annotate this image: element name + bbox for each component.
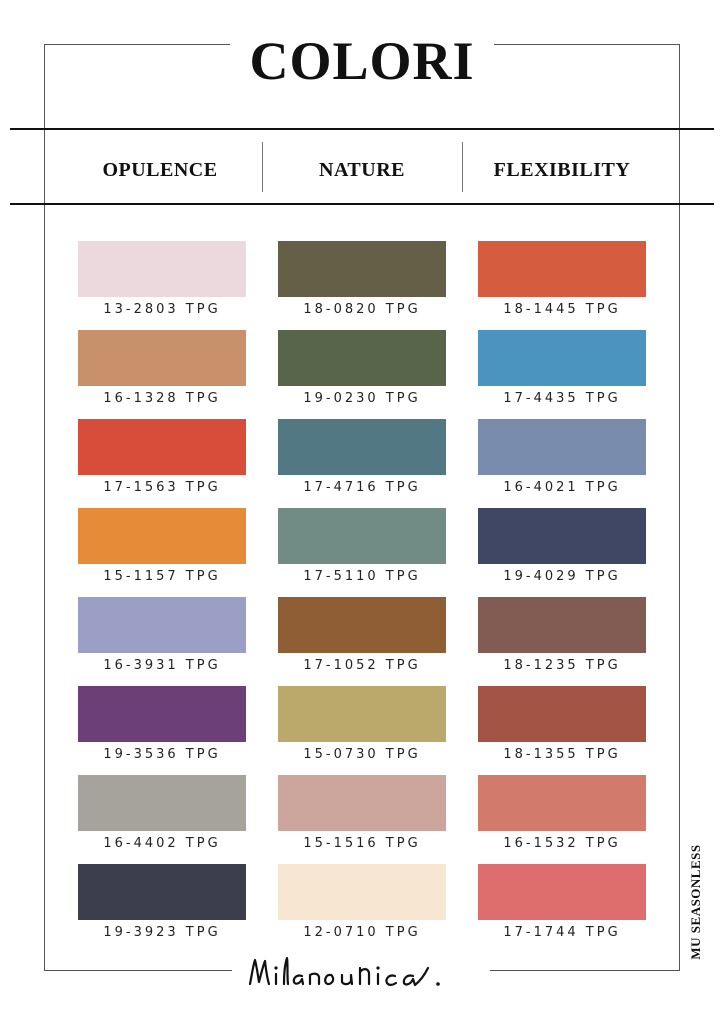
color-code: 19-3923 TPG	[103, 925, 221, 940]
column-heading-opulence: OPULENCE	[102, 159, 218, 181]
color-code: 16-4402 TPG	[103, 836, 221, 851]
color-code: 17-4716 TPG	[303, 480, 421, 495]
color-swatch	[478, 686, 646, 742]
color-code: 13-2803 TPG	[103, 302, 221, 317]
color-swatch	[78, 864, 246, 920]
color-code: 18-1445 TPG	[503, 302, 621, 317]
color-swatch	[78, 419, 246, 475]
color-code: 18-1235 TPG	[503, 658, 621, 673]
page-title: COLORI	[230, 28, 494, 94]
frame-left	[44, 44, 45, 971]
color-code: 16-4021 TPG	[503, 480, 621, 495]
color-code: 12-0710 TPG	[303, 925, 421, 940]
color-swatch	[78, 508, 246, 564]
color-code: 18-1355 TPG	[503, 747, 621, 762]
milanounica-logo	[232, 946, 490, 1000]
color-swatch	[278, 508, 446, 564]
logo-wordmark	[232, 946, 490, 1000]
color-code: 15-0730 TPG	[303, 747, 421, 762]
color-swatch	[278, 241, 446, 297]
color-code: 19-0230 TPG	[303, 391, 421, 406]
color-code: 19-3536 TPG	[103, 747, 221, 762]
color-swatch	[78, 241, 246, 297]
column-heading-nature: NATURE	[319, 159, 405, 181]
header-rule-top	[10, 128, 714, 130]
logo-period	[436, 982, 440, 986]
color-code: 16-1328 TPG	[103, 391, 221, 406]
color-code: 17-5110 TPG	[303, 569, 421, 584]
color-code: 17-1744 TPG	[503, 925, 621, 940]
color-swatch	[278, 597, 446, 653]
color-swatch	[278, 330, 446, 386]
color-swatch	[478, 330, 646, 386]
color-swatch	[278, 686, 446, 742]
color-code: 16-3931 TPG	[103, 658, 221, 673]
color-swatch	[78, 330, 246, 386]
logo-dot	[376, 966, 379, 969]
logo-dot	[274, 966, 277, 969]
color-code: 17-1563 TPG	[103, 480, 221, 495]
color-code: 18-0820 TPG	[303, 302, 421, 317]
color-swatch	[478, 597, 646, 653]
color-code: 19-4029 TPG	[503, 569, 621, 584]
color-code: 17-1052 TPG	[303, 658, 421, 673]
color-code: 15-1157 TPG	[103, 569, 221, 584]
color-swatch	[478, 419, 646, 475]
color-swatch	[478, 508, 646, 564]
color-code: 16-1532 TPG	[503, 836, 621, 851]
color-swatch	[78, 686, 246, 742]
color-swatch	[78, 775, 246, 831]
side-label-text: MU SEASONLESS	[688, 844, 703, 960]
header-rule-bottom	[10, 203, 714, 205]
column-heading-flexibility: FLEXIBILITY	[493, 159, 631, 181]
color-swatch	[78, 597, 246, 653]
color-swatch	[478, 241, 646, 297]
color-swatch	[478, 864, 646, 920]
color-swatch	[278, 419, 446, 475]
color-code: 17-4435 TPG	[503, 391, 621, 406]
color-swatch	[278, 775, 446, 831]
color-code: 15-1516 TPG	[303, 836, 421, 851]
color-swatch	[278, 864, 446, 920]
color-swatch	[478, 775, 646, 831]
frame-right	[679, 44, 680, 971]
side-label	[681, 834, 711, 970]
